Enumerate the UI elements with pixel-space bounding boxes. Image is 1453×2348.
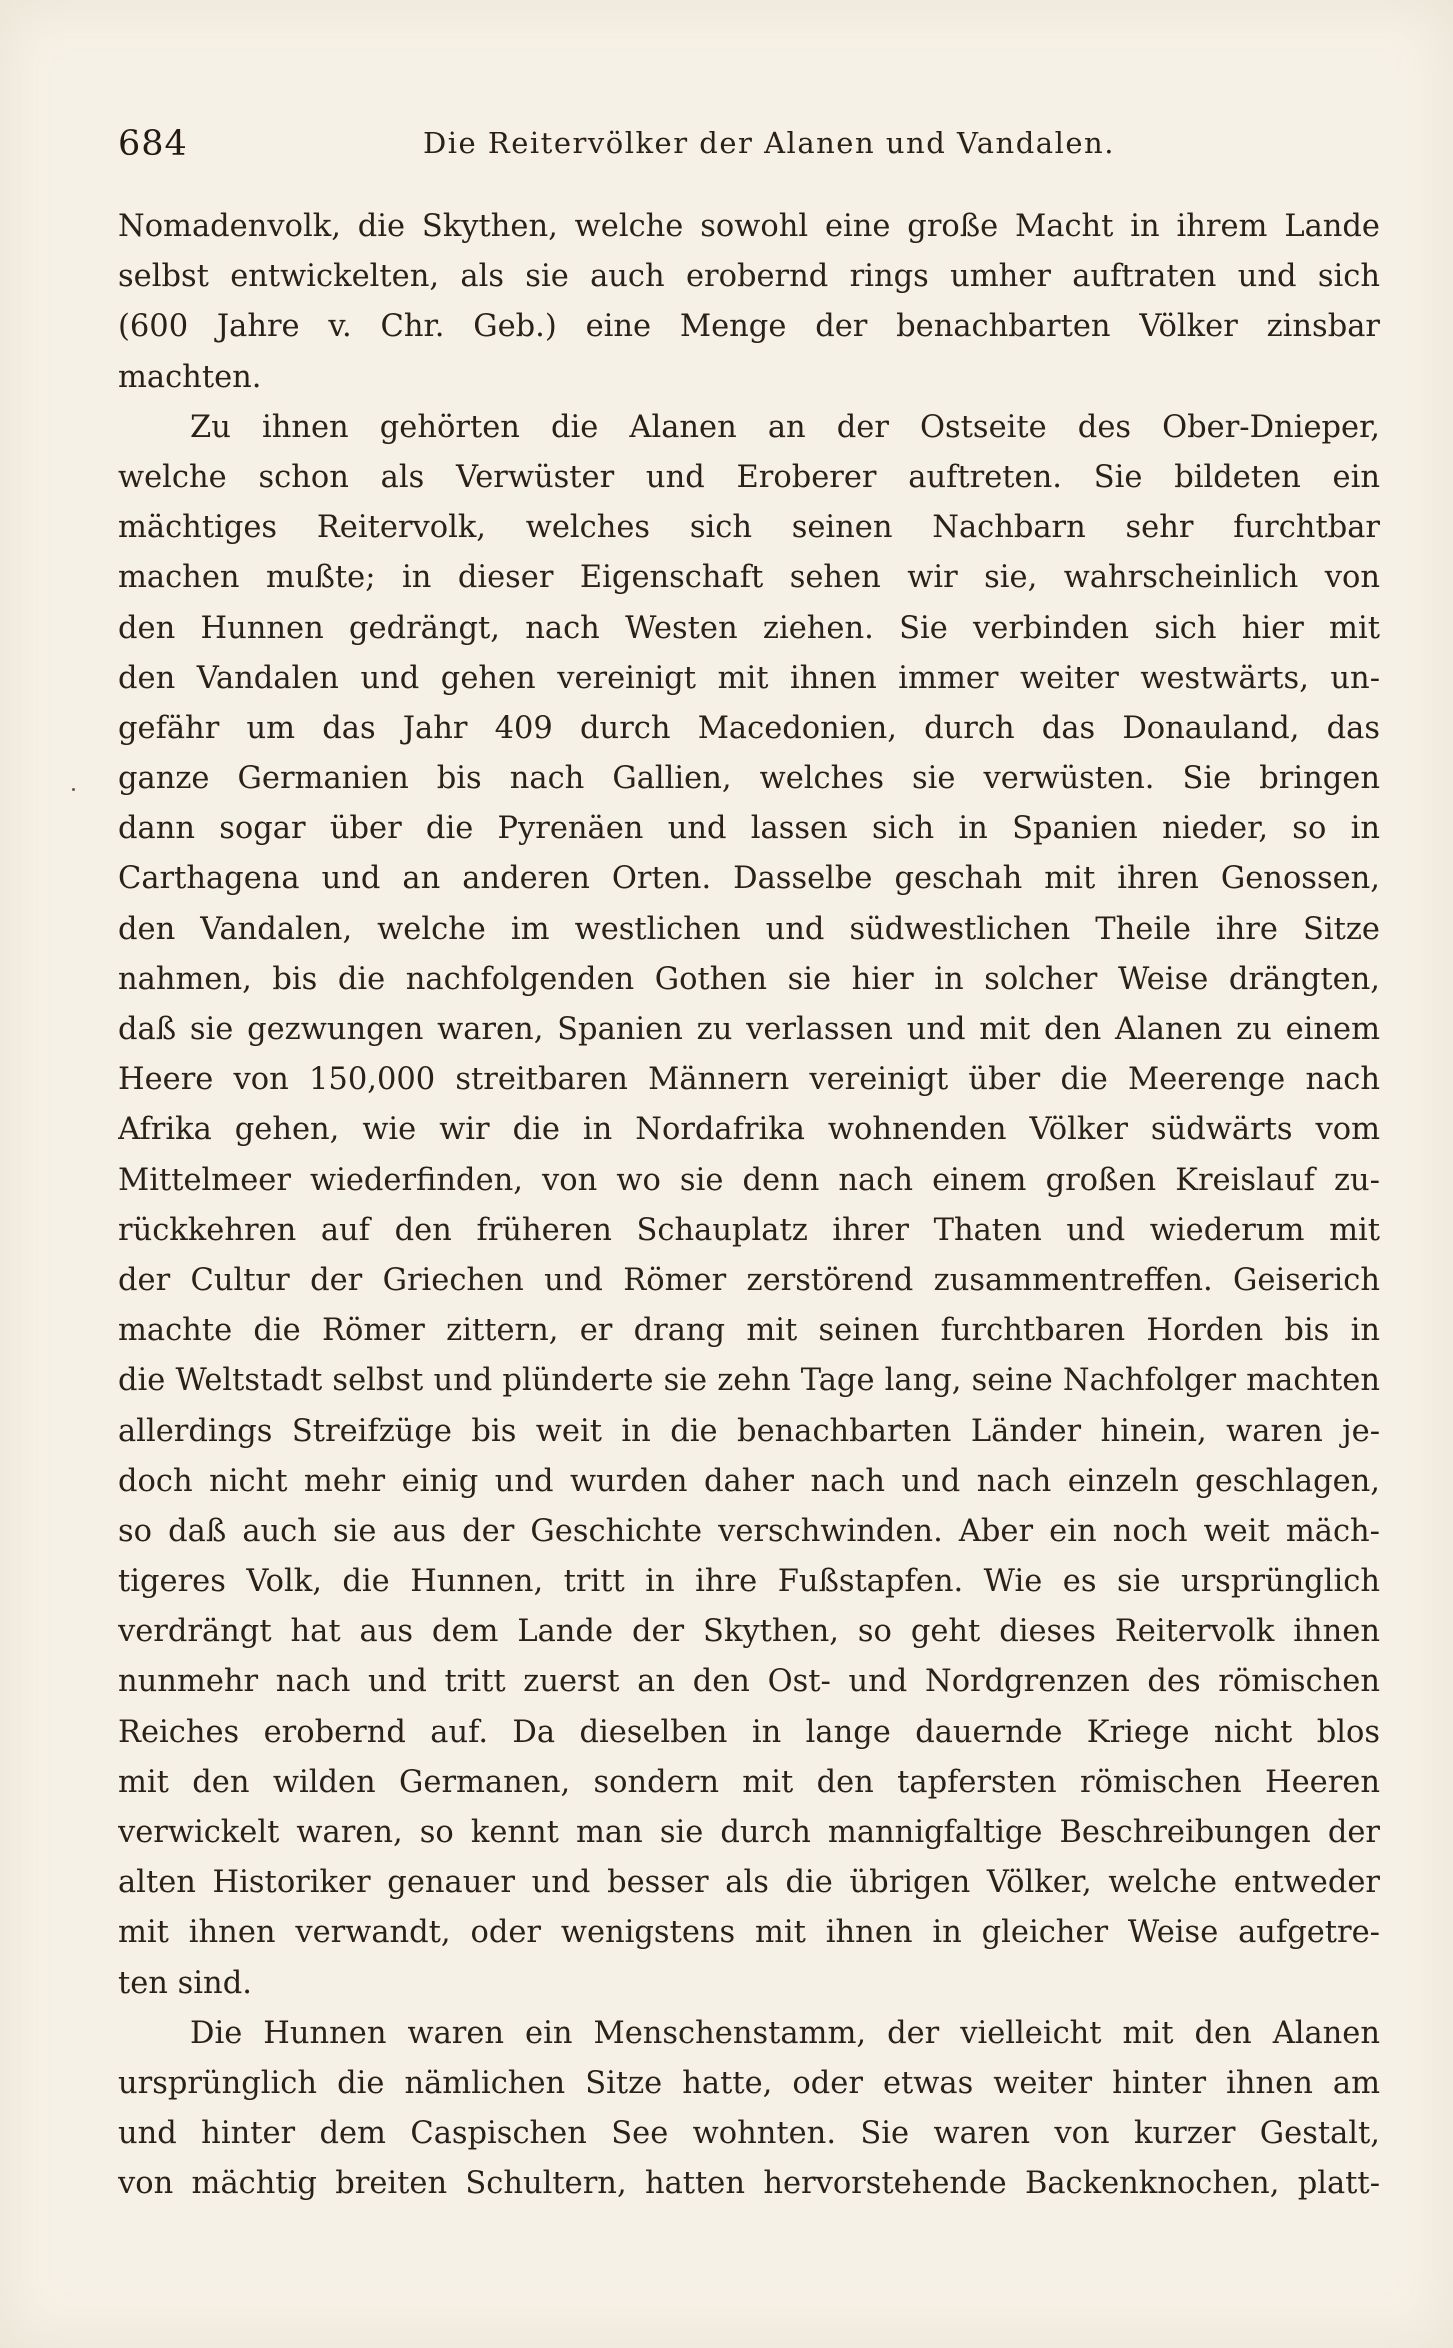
body-text: [118, 202, 1380, 2210]
text-line: die Weltstadt selbst und plünderte sie zehn Tage lang, seine Nachfolger machten: [118, 1363, 1380, 1399]
text-line: ten sind.: [118, 1965, 252, 2001]
text-line: machte die Römer zittern, er drang mit seinen furchtbaren Horden bis in: [118, 1313, 1380, 1349]
text-line: Nomadenvolk, die Skythen, welche sowohl eine große Macht in ihrem Lande: [118, 209, 1380, 244]
text-line: welche schon als Verwüster und Eroberer auftreten. Sie bildeten ein: [118, 459, 1380, 495]
text-line: so daß auch sie aus der Geschichte verschwinden. Aber ein noch weit mäch-: [118, 1513, 1380, 1549]
page-number: 684: [118, 124, 188, 164]
text-line: (600 Jahre v. Chr. Geb.) eine Menge der benachbarten Völker zinsbar: [118, 309, 1380, 345]
text-line: den Hunnen gedrängt, nach Westen ziehen. Sie verbinden sich hier mit: [118, 610, 1380, 646]
paper-speck: [72, 788, 75, 791]
text-line: selbst entwickelten, als sie auch erobernd rings umher auftraten und sich: [118, 259, 1380, 295]
text-line: den Vandalen und gehen vereinigt mit ihnen immer weiter westwärts, un-: [118, 660, 1380, 696]
text-line: machen mußte; in dieser Eigenschaft sehen wir sie, wahrscheinlich von: [118, 560, 1380, 596]
text-line: machten.: [118, 359, 262, 395]
page-header: [118, 120, 1380, 176]
text-line: Zu ihnen gehörten die Alanen an der Ostseite des Ober-Dnieper,: [190, 409, 1380, 445]
text-line: Afrika gehen, wie wir die in Nordafrika wohnenden Völker südwärts vom: [118, 1112, 1380, 1148]
text-line: von mächtig breiten Schultern, hatten hervorstehende Backenknochen, platt-: [118, 2166, 1380, 2202]
text-line: Heere von 150,000 streitbaren Männern vereinigt über die Meerenge nach: [118, 1062, 1380, 1098]
running-head: Die Reitervölker der Alanen und Vandalen.: [423, 126, 1115, 160]
text-line: ursprünglich die nämlichen Sitze hatte, oder etwas weiter hinter ihnen am: [118, 2065, 1380, 2101]
text-line: nahmen, bis die nachfolgenden Gothen sie hier in solcher Weise drängten,: [118, 961, 1380, 997]
text-line: gefähr um das Jahr 409 durch Macedonien, durch das Donauland, das: [118, 710, 1380, 746]
text-line: und hinter dem Caspischen See wohnten. Sie waren von kurzer Gestalt,: [118, 2116, 1380, 2152]
text-line: verwickelt waren, so kennt man sie durch mannigfaltige Beschreibungen der: [118, 1815, 1380, 1850]
text-line: tigeres Volk, die Hunnen, tritt in ihre Fußstapfen. Wie es sie ursprünglich: [118, 1564, 1380, 1600]
text-line: der Cultur der Griechen und Römer zerstörend zusammentreffen. Geiserich: [118, 1262, 1380, 1298]
text-line: mit den wilden Germanen, sondern mit den tapfersten römischen Heeren: [118, 1764, 1380, 1800]
text-line: dann sogar über die Pyrenäen und lassen sich in Spanien nieder, so in: [118, 811, 1380, 847]
text-line: mächtiges Reitervolk, welches sich seinen Nachbarn sehr furchtbar: [118, 510, 1380, 546]
text-line: doch nicht mehr einig und wurden daher nach und nach einzeln geschlagen,: [118, 1463, 1380, 1499]
text-line: Die Hunnen waren ein Menschenstamm, der vielleicht mit den Alanen: [190, 2015, 1380, 2051]
text-line: verdrängt hat aus dem Lande der Skythen, so geht dieses Reitervolk ihnen: [118, 1614, 1380, 1650]
text-line: daß sie gezwungen waren, Spanien zu verlassen und mit den Alanen zu einem: [118, 1012, 1380, 1047]
text-line: rückkehren auf den früheren Schauplatz ihrer Thaten und wiederum mit: [118, 1212, 1380, 1248]
text-line: ganze Germanien bis nach Gallien, welches sie verwüsten. Sie bringen: [118, 761, 1380, 797]
text-line: den Vandalen, welche im westlichen und südwestlichen Theile ihre Sitze: [118, 911, 1380, 947]
text-line: Carthagena und an anderen Orten. Dasselbe geschah mit ihren Genossen,: [118, 861, 1380, 897]
text-line: allerdings Streifzüge bis weit in die benachbarten Länder hinein, waren je-: [118, 1413, 1380, 1449]
text-line: mit ihnen verwandt, oder wenigstens mit ihnen in gleicher Weise aufgetre-: [118, 1915, 1380, 1951]
text-line: alten Historiker genauer und besser als die übrigen Völker, welche entweder: [118, 1865, 1380, 1901]
text-line: nunmehr nach und tritt zuerst an den Ost- und Nordgrenzen des römischen: [118, 1664, 1380, 1700]
text-line: Reiches erobernd auf. Da dieselben in lange dauernde Kriege nicht blos: [118, 1714, 1380, 1750]
text-line: Mittelmeer wiederfinden, von wo sie denn nach einem großen Kreislauf zu-: [118, 1162, 1380, 1198]
